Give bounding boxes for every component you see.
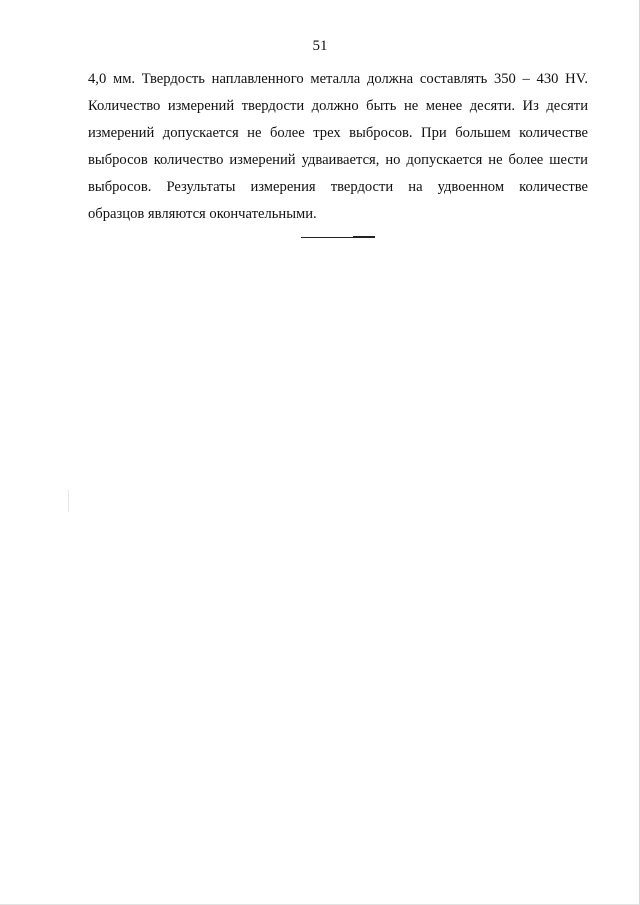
paragraph-line: выбросов количество измерений удваивается, но допускается не более шести (88, 152, 588, 168)
paragraph-line: образцов являются окончательными. (88, 206, 317, 222)
body-paragraph (88, 66, 588, 228)
paragraph-line: Количество измерений твердости должно быть не менее десяти. Из десяти (88, 98, 588, 114)
scan-artifact (68, 490, 69, 512)
paragraph-line: выбросов. Результаты измерения твердости на удвоенном количестве (88, 179, 588, 195)
paragraph-line: измерений допускается не более трех выбросов. При большем количестве (88, 125, 588, 141)
page-number: 51 (312, 38, 328, 54)
paragraph-line: 4,0 мм. Твердость наплавленного металла должна составлять 350 – 430 HV. (88, 71, 588, 87)
end-of-text-rule (301, 237, 375, 238)
